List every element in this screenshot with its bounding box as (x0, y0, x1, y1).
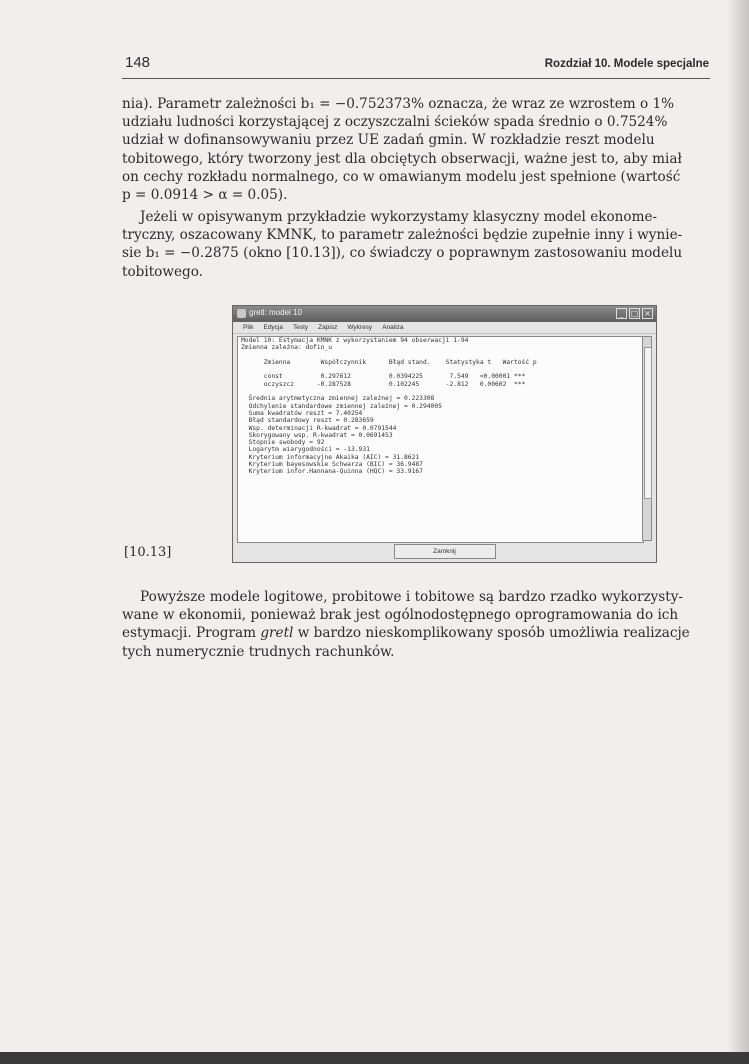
text-line: Powyższe modele logitowe, probitowe i tobitowe są bardzo rzadko wykorzysty- (140, 589, 684, 605)
text-line: tobitowego, który tworzony jest dla obciętych obserwacji, ważne jest to, aby miał (122, 150, 682, 167)
close-icon[interactable]: × (642, 308, 653, 319)
menu-edycja[interactable]: Edycja (263, 324, 283, 331)
menu-plik[interactable]: Plik (243, 324, 254, 331)
window-controls (616, 308, 653, 319)
page-number: 148 (125, 54, 151, 71)
output-line: Suma kwadratów reszt = 7.40254 (241, 409, 363, 417)
close-button-row (233, 538, 656, 559)
text-line: on cechy rozkładu normalnego, co w omawianym modelu jest spełnione (wartość (122, 168, 681, 185)
output-line (238, 352, 643, 359)
text-line: p = 0.0914 > α = 0.05). (122, 187, 288, 204)
output-line: Kryterium infor.Hannana-Quinna (HQC) = 33.9167 (241, 468, 423, 476)
gretl-model-window (232, 305, 657, 563)
window-titlebar (233, 306, 656, 322)
figure-label: [10.13] (124, 545, 172, 560)
text-line: wane w ekonomii, ponieważ brak jest ogólnodostępnego oprogramowania do ich (122, 607, 679, 624)
window-title: gretl: model 10 (249, 308, 302, 317)
output-line: Zmienna zależna: dofin_u (241, 344, 332, 352)
menu-testy[interactable]: Testy (293, 324, 309, 331)
menu-bar (233, 322, 656, 334)
scrollbar-thumb[interactable] (644, 347, 652, 499)
paragraph-3 (122, 588, 710, 661)
vertical-scrollbar[interactable] (642, 336, 652, 541)
scan-bottom-band (0, 1052, 749, 1064)
text-segment: estymacji. Program (122, 625, 261, 642)
text-line: tych numerycznie trudnych rachunków. (122, 643, 395, 660)
menu-wykresy[interactable]: Wykresy (347, 324, 373, 331)
page-edge-shadow (727, 0, 749, 1064)
text-line: sie b₁ = −0.2875 (okno [10.13]), co świadczy o poprawnym zastosowaniu modelu (122, 245, 683, 262)
text-line: udział w dofinansowywaniu przez UE zadań gmin. W rozkładzie reszt modelu (122, 132, 655, 149)
show-through-text (175, 430, 180, 446)
paragraph-1 (122, 95, 710, 204)
output-line: Stopnie swobody = 92 (241, 439, 325, 447)
output-line: Wsp. determinacji R-kwadrat = 0.0791544 (241, 424, 397, 432)
running-title: Rozdział 10. Modele specjalne (544, 58, 709, 70)
text-line: udziału ludności korzystającej z oczyszczalni ścieków spada średnio o 0.7524% (122, 114, 668, 131)
close-button[interactable]: Zamknij (394, 544, 496, 559)
text-line: tryczny, oszacowany KMNK, to parametr zależności będzie zupełnie inny i wynie- (122, 227, 683, 244)
output-line: Odchylenie standardowe zmiennej zależnej = 0.294005 (241, 402, 442, 410)
output-line: Zmienna Współczynnik Błąd stand. Statystyka t Wartość p (241, 358, 537, 366)
output-line: Średnia arytmetyczna zmiennej zależnej = 0.223308 (241, 395, 435, 403)
paragraph-2 (122, 208, 710, 281)
output-line: Model 10: Estymacja KMNK z wykorzystaniem 94 obserwacji 1-94 (241, 337, 469, 344)
app-icon (237, 309, 246, 318)
text-line: Jeżeli w opisywanym przykładzie wykorzystamy klasyczny model ekonome- (140, 209, 658, 225)
output-line: const 0.297612 0.0394225 7.549 <0.00001 *** (241, 373, 526, 381)
model-output-text[interactable] (237, 336, 644, 543)
output-line: oczyszcz -0.287528 0.102245 -2.812 0.00602 *** (241, 380, 526, 388)
header-rule (122, 78, 710, 79)
text-line: tobitowego. (122, 263, 203, 280)
program-name: gretl (260, 625, 294, 642)
output-line: Kryterium informacyjne Akaika (AIC) = 31.8621 (241, 453, 420, 461)
menu-analiza[interactable]: Analiza (382, 324, 404, 331)
minimize-icon[interactable]: _ (616, 308, 627, 319)
menu-zapisz[interactable]: Zapisz (318, 324, 338, 331)
text-line: nia). Parametr zależności b₁ = −0.752373% oznacza, że wraz ze wzrostem o 1% (122, 96, 675, 112)
output-line (238, 366, 643, 373)
output-line: Błąd standardowy reszt = 0.283659 (241, 417, 374, 425)
text-segment: w bardzo nieskomplikowany sposób umożliwia realizacje (293, 625, 690, 642)
output-line: Kryterium bayesowskie Schwarza (BIC) = 36.9487 (241, 461, 423, 469)
text-line (122, 624, 710, 642)
maximize-icon[interactable]: □ (630, 309, 639, 318)
output-line: Logarytm wiarygodności = -13.931 (241, 446, 370, 454)
output-line: Skorygowany wsp. R-kwadrat = 0.0691453 (241, 431, 393, 439)
